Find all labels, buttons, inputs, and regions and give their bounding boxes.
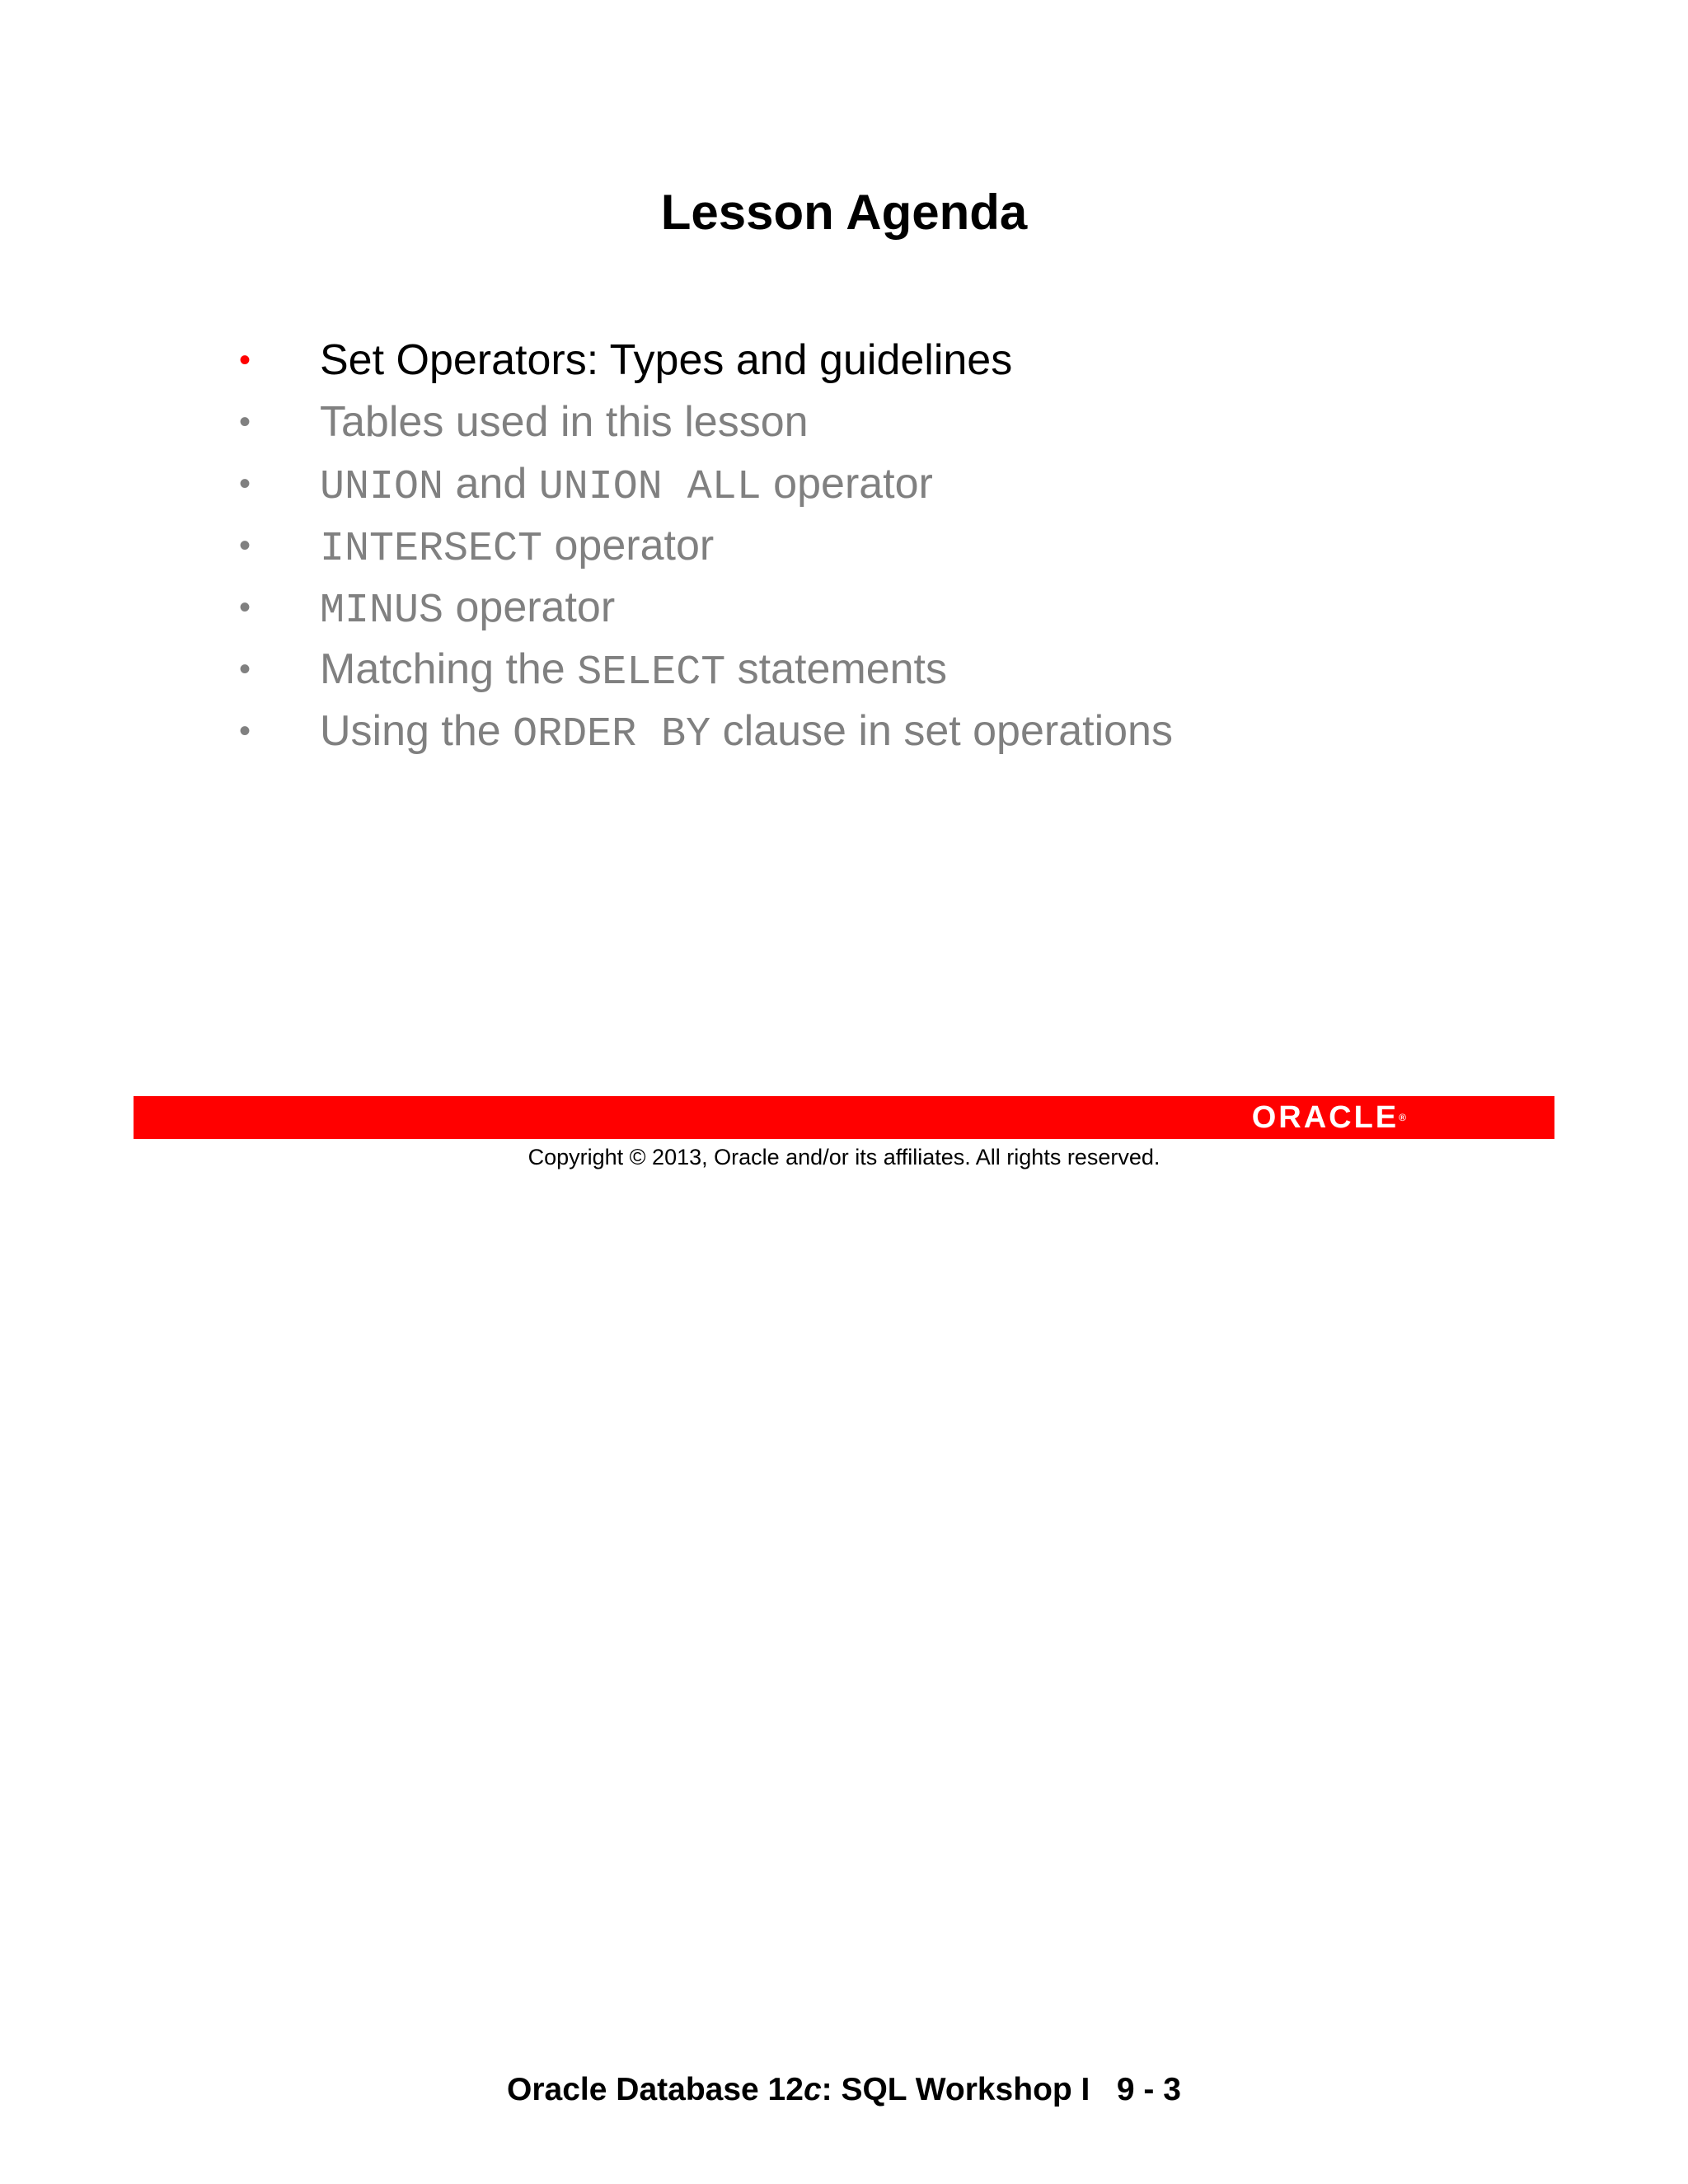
agenda-text-part: statements bbox=[725, 645, 948, 693]
code-keyword: INTERSECT bbox=[320, 526, 543, 573]
agenda-text-part: operator bbox=[443, 583, 616, 631]
agenda-text-part: Matching the bbox=[320, 645, 578, 693]
footer-page-number: 9 - 3 bbox=[1116, 2072, 1181, 2107]
agenda-text-part: clause in set operations bbox=[710, 707, 1173, 755]
agenda-item-text bbox=[320, 701, 1173, 766]
footer-book-italic: c bbox=[803, 2072, 822, 2107]
agenda-item-text bbox=[320, 577, 615, 642]
bullet-icon: • bbox=[239, 404, 251, 440]
code-keyword: UNION bbox=[320, 464, 444, 511]
code-keyword: UNION ALL bbox=[538, 464, 762, 511]
agenda-text-part: operator bbox=[761, 460, 933, 508]
agenda-text-part: operator bbox=[542, 522, 715, 569]
bullet-icon: • bbox=[239, 466, 251, 502]
code-keyword: MINUS bbox=[320, 588, 444, 635]
agenda-item-text bbox=[320, 515, 714, 580]
agenda-item-text bbox=[320, 391, 809, 453]
agenda-text-part: Using the bbox=[320, 707, 513, 755]
agenda-text-part: Tables used in this lesson bbox=[320, 398, 809, 446]
oracle-banner bbox=[134, 1096, 1554, 1139]
bullet-icon: • bbox=[239, 589, 251, 626]
agenda-text-part: and bbox=[443, 460, 539, 508]
agenda-item-text bbox=[320, 330, 1012, 391]
agenda-item-text bbox=[320, 639, 947, 704]
code-keyword: SELECT bbox=[577, 649, 726, 696]
bullet-icon: • bbox=[239, 342, 251, 378]
agenda-text-part: Set Operators: Types and guidelines bbox=[320, 336, 1013, 384]
copyright-notice: Copyright © 2013, Oracle and/or its affiliates. All rights reserved. bbox=[528, 1145, 1160, 1169]
code-keyword: ORDER BY bbox=[513, 711, 711, 758]
footer-book-suffix: : SQL Workshop I bbox=[821, 2072, 1090, 2107]
slide-title: Lesson Agenda bbox=[660, 185, 1028, 240]
bullet-icon: • bbox=[239, 651, 251, 687]
bullet-icon: • bbox=[239, 527, 251, 564]
oracle-logo-text: ORACLE bbox=[1251, 1100, 1400, 1135]
page-footer bbox=[0, 2069, 1688, 2111]
bullet-icon: • bbox=[239, 713, 251, 749]
oracle-logo bbox=[1252, 1099, 1406, 1136]
registered-mark: ® bbox=[1399, 1112, 1406, 1123]
footer-book-prefix: Oracle Database 12 bbox=[507, 2072, 804, 2107]
agenda-item-text bbox=[320, 453, 933, 518]
